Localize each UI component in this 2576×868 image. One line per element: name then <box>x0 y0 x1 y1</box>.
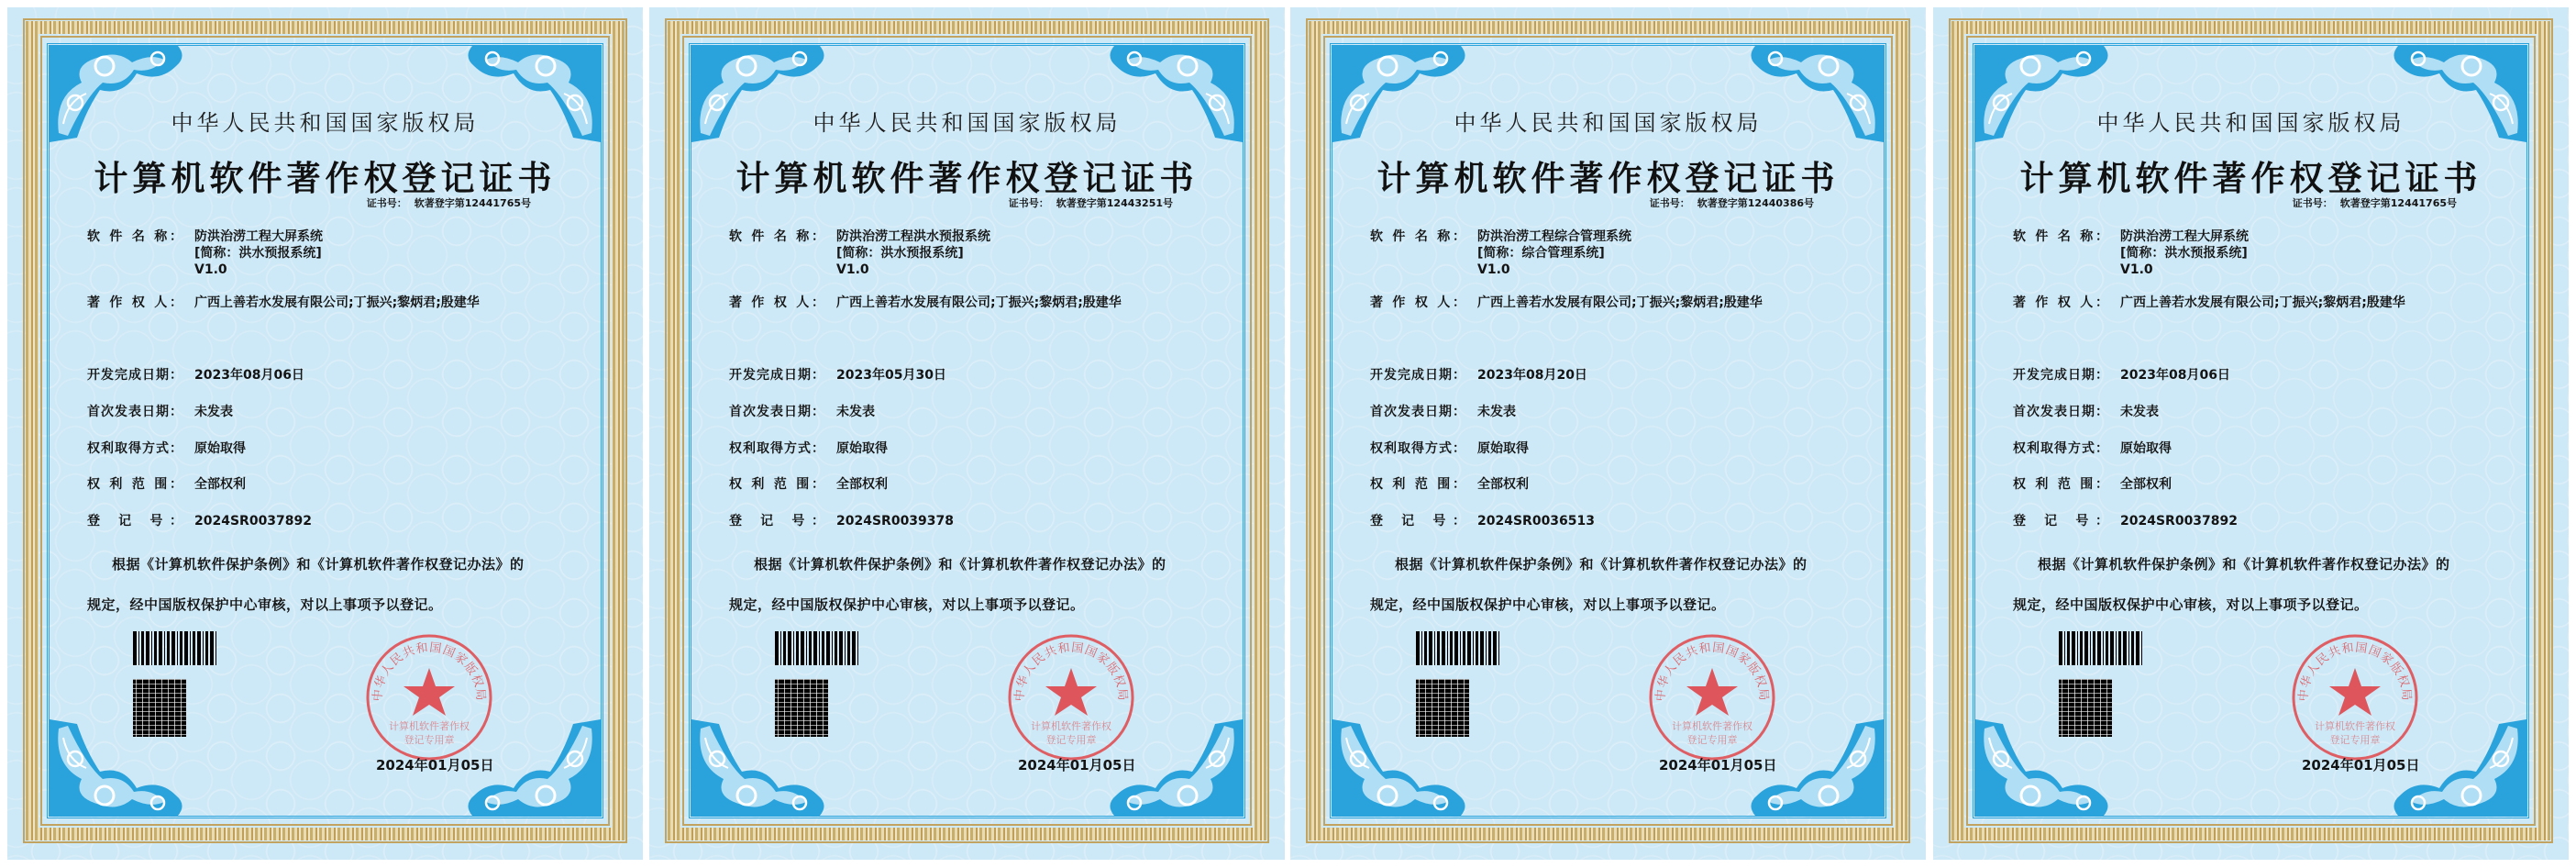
seal-inner-text-1: 计算机软件著作权 <box>389 720 470 732</box>
statement-line-2: 规定，经中国版权保护中心审核，对以上事项予以登记。 <box>2013 596 2369 613</box>
star-icon <box>1045 668 1097 716</box>
qr-code <box>1416 679 1469 737</box>
software-name-value <box>1477 228 1631 278</box>
first-publish-date-row <box>2013 404 2159 420</box>
field-label: 首次发表日期： <box>1370 405 1465 419</box>
first-publish-date-row <box>729 404 875 420</box>
certificate <box>7 7 643 860</box>
certificate-number <box>1650 195 1814 210</box>
software-name-row <box>2013 228 2249 278</box>
official-seal <box>1007 633 1135 762</box>
official-seal <box>1648 633 1776 762</box>
software-version: V1.0 <box>1477 262 1510 277</box>
copyright-owner-value: 广西上善若水发展有限公司;丁振兴;黎炳君;殷建华 <box>1477 295 1763 310</box>
certificate-number-value: 软著登字第12441765号 <box>2339 197 2457 209</box>
copyright-owner-value: 广西上善若水发展有限公司;丁振兴;黎炳君;殷建华 <box>836 295 1122 310</box>
dev-complete-date-value: 2023年05月30日 <box>836 368 946 383</box>
field-label: 著 作 权 人： <box>87 295 182 310</box>
barcode <box>775 631 860 665</box>
statement-line-1: 根据《计算机软件保护条例》和《计算机软件著作权登记办法》的 <box>112 556 525 573</box>
software-short-name: [简称：综合管理系统] <box>1477 246 1605 261</box>
software-short-name: [简称：洪水预报系统] <box>2120 246 2248 261</box>
statement-line-1: 根据《计算机软件保护条例》和《计算机软件著作权登记办法》的 <box>1395 556 1808 573</box>
seal-outer-text: 中华人民共和国国家版权局 <box>1012 640 1130 702</box>
acquisition-method-row <box>87 440 246 457</box>
field-label: 权利取得方式： <box>1370 441 1465 456</box>
software-full-name: 防洪治涝工程大屏系统 <box>2120 229 2249 244</box>
software-version: V1.0 <box>2120 262 2153 277</box>
seal-inner-text-2: 登记专用章 <box>1686 734 1738 746</box>
registration-no-row <box>87 513 312 529</box>
rights-scope-value: 全部权利 <box>1477 477 1529 492</box>
field-label: 软 件 名 称： <box>729 229 824 244</box>
seal-inner-text-2: 登记专用章 <box>1045 734 1097 746</box>
first-publish-date-row <box>1370 404 1516 420</box>
software-version: V1.0 <box>194 262 227 277</box>
star-icon <box>404 668 455 716</box>
software-version: V1.0 <box>836 262 869 277</box>
field-label: 软 件 名 称： <box>87 229 182 244</box>
issue-date: 2024年01月05日 <box>1659 757 1777 773</box>
certificate-number <box>2293 195 2457 210</box>
issuing-authority: 中华人民共和国国家版权局 <box>1454 110 1763 136</box>
dev-complete-date-value: 2023年08月20日 <box>1477 368 1587 383</box>
issuing-authority: 中华人民共和国国家版权局 <box>171 110 480 136</box>
statement-line-2: 规定，经中国版权保护中心审核，对以上事项予以登记。 <box>729 596 1085 613</box>
star-icon <box>1686 668 1738 716</box>
statement-line-2: 规定，经中国版权保护中心审核，对以上事项予以登记。 <box>87 596 443 613</box>
certificate-title: 计算机软件著作权登记证书 <box>94 158 557 198</box>
dev-complete-date-row <box>87 367 304 384</box>
copyright-owner-value: 广西上善若水发展有限公司;丁振兴;黎炳君;殷建华 <box>2120 295 2405 310</box>
field-label: 著 作 权 人： <box>2013 295 2108 310</box>
barcode <box>133 631 218 665</box>
registration-no-row <box>2013 513 2238 529</box>
field-label: 权 利 范 围： <box>1370 477 1465 492</box>
first-publish-date-value: 未发表 <box>194 405 233 419</box>
registration-no-value: 2024SR0039378 <box>836 514 955 529</box>
field-label: 权 利 范 围： <box>729 477 824 492</box>
acquisition-method-value: 原始取得 <box>2120 441 2172 456</box>
rights-scope-row <box>2013 476 2172 493</box>
seal-inner-text-1: 计算机软件著作权 <box>1672 720 1752 732</box>
acquisition-method-value: 原始取得 <box>836 441 888 456</box>
dev-complete-date-row <box>1370 367 1587 384</box>
copyright-owner-row <box>1370 295 1763 311</box>
first-publish-date-row <box>87 404 233 420</box>
official-seal <box>2291 633 2419 762</box>
barcode <box>2059 631 2144 665</box>
certificate-number <box>1009 195 1173 210</box>
certificate-title: 计算机软件著作权登记证书 <box>1376 158 1840 198</box>
seal-outer-text: 中华人民共和国国家版权局 <box>1653 640 1771 702</box>
copyright-owner-row <box>87 295 480 311</box>
rights-scope-row <box>1370 476 1529 493</box>
acquisition-method-row <box>2013 440 2172 457</box>
certificate-number-label: 证书号： <box>2292 197 2333 209</box>
field-label: 权 利 范 围： <box>87 477 182 492</box>
registration-no-value: 2024SR0037892 <box>194 514 313 529</box>
seal-outer-text: 中华人民共和国国家版权局 <box>2296 640 2414 702</box>
field-label: 权 利 范 围： <box>2013 477 2108 492</box>
software-short-name: [简称：洪水预报系统] <box>836 246 964 261</box>
software-name-row <box>87 228 323 278</box>
certificate-title: 计算机软件著作权登记证书 <box>735 158 1199 198</box>
field-label: 著 作 权 人： <box>729 295 824 310</box>
seal-outer-text: 中华人民共和国国家版权局 <box>370 640 488 702</box>
field-label: 软 件 名 称： <box>2013 229 2108 244</box>
field-label: 开发完成日期： <box>2013 368 2108 383</box>
software-name-value <box>836 228 990 278</box>
certificate-number-label: 证书号： <box>1649 197 1690 209</box>
field-label: 首次发表日期： <box>87 405 182 419</box>
registration-no-row <box>729 513 954 529</box>
certificate-number-label: 证书号： <box>366 197 407 209</box>
dev-complete-date-row <box>2013 367 2230 384</box>
rights-scope-value: 全部权利 <box>2120 477 2172 492</box>
software-name-value <box>194 228 323 278</box>
issue-date: 2024年01月05日 <box>2302 757 2420 773</box>
issuing-authority: 中华人民共和国国家版权局 <box>813 110 1122 136</box>
copyright-owner-row <box>2013 295 2405 311</box>
software-full-name: 防洪治涝工程大屏系统 <box>194 229 323 244</box>
certificate-title: 计算机软件著作权登记证书 <box>2019 158 2482 198</box>
field-label: 开发完成日期： <box>729 368 824 383</box>
certificate-number <box>367 195 531 210</box>
seal-inner-text-1: 计算机软件著作权 <box>2315 720 2395 732</box>
certificate <box>649 7 1285 860</box>
field-label: 著 作 权 人： <box>1370 295 1465 310</box>
field-label: 登 记 号： <box>87 514 182 529</box>
field-label: 开发完成日期： <box>87 368 182 383</box>
registration-no-value: 2024SR0037892 <box>2120 514 2239 529</box>
dev-complete-date-value: 2023年08月06日 <box>194 368 304 383</box>
statement-line-2: 规定，经中国版权保护中心审核，对以上事项予以登记。 <box>1370 596 1726 613</box>
first-publish-date-value: 未发表 <box>1477 405 1516 419</box>
seal-inner-text-1: 计算机软件著作权 <box>1031 720 1111 732</box>
acquisition-method-row <box>729 440 888 457</box>
field-label: 软 件 名 称： <box>1370 229 1465 244</box>
rights-scope-value: 全部权利 <box>194 477 246 492</box>
first-publish-date-value: 未发表 <box>2120 405 2159 419</box>
qr-code <box>133 679 186 737</box>
official-seal <box>365 633 493 762</box>
certificate-number-label: 证书号： <box>1008 197 1049 209</box>
field-label: 首次发表日期： <box>729 405 824 419</box>
barcode <box>1416 631 1501 665</box>
qr-code <box>2059 679 2112 737</box>
statement-line-1: 根据《计算机软件保护条例》和《计算机软件著作权登记办法》的 <box>2038 556 2450 573</box>
certificate-number-value: 软著登字第12440386号 <box>1697 197 1814 209</box>
issue-date: 2024年01月05日 <box>376 757 494 773</box>
field-label: 权利取得方式： <box>729 441 824 456</box>
issuing-authority: 中华人民共和国国家版权局 <box>2096 110 2405 136</box>
acquisition-method-row <box>1370 440 1529 457</box>
certificate <box>1290 7 1926 860</box>
qr-code <box>775 679 828 737</box>
field-label: 权利取得方式： <box>2013 441 2108 456</box>
issue-date: 2024年01月05日 <box>1018 757 1136 773</box>
field-label: 登 记 号： <box>2013 514 2108 529</box>
copyright-owner-row <box>729 295 1122 311</box>
field-label: 权利取得方式： <box>87 441 182 456</box>
field-label: 开发完成日期： <box>1370 368 1465 383</box>
certificate-number-value: 软著登字第12443251号 <box>1056 197 1173 209</box>
field-label: 登 记 号： <box>729 514 824 529</box>
copyright-owner-value: 广西上善若水发展有限公司;丁振兴;黎炳君;殷建华 <box>194 295 480 310</box>
star-icon <box>2329 668 2381 716</box>
certificate <box>1933 7 2569 860</box>
dev-complete-date-value: 2023年08月06日 <box>2120 368 2230 383</box>
first-publish-date-value: 未发表 <box>836 405 875 419</box>
registration-no-value: 2024SR0036513 <box>1477 514 1596 529</box>
acquisition-method-value: 原始取得 <box>1477 441 1529 456</box>
software-name-row <box>1370 228 1631 278</box>
software-short-name: [简称：洪水预报系统] <box>194 246 322 261</box>
rights-scope-row <box>729 476 888 493</box>
dev-complete-date-row <box>729 367 946 384</box>
registration-no-row <box>1370 513 1595 529</box>
software-full-name: 防洪治涝工程综合管理系统 <box>1477 229 1631 244</box>
software-name-row <box>729 228 990 278</box>
certificate-number-value: 软著登字第12441765号 <box>414 197 531 209</box>
software-name-value <box>2120 228 2249 278</box>
field-label: 登 记 号： <box>1370 514 1465 529</box>
statement-line-1: 根据《计算机软件保护条例》和《计算机软件著作权登记办法》的 <box>754 556 1166 573</box>
field-label: 首次发表日期： <box>2013 405 2108 419</box>
seal-inner-text-2: 登记专用章 <box>2329 734 2381 746</box>
software-full-name: 防洪治涝工程洪水预报系统 <box>836 229 990 244</box>
rights-scope-row <box>87 476 246 493</box>
rights-scope-value: 全部权利 <box>836 477 888 492</box>
acquisition-method-value: 原始取得 <box>194 441 246 456</box>
seal-inner-text-2: 登记专用章 <box>404 734 455 746</box>
